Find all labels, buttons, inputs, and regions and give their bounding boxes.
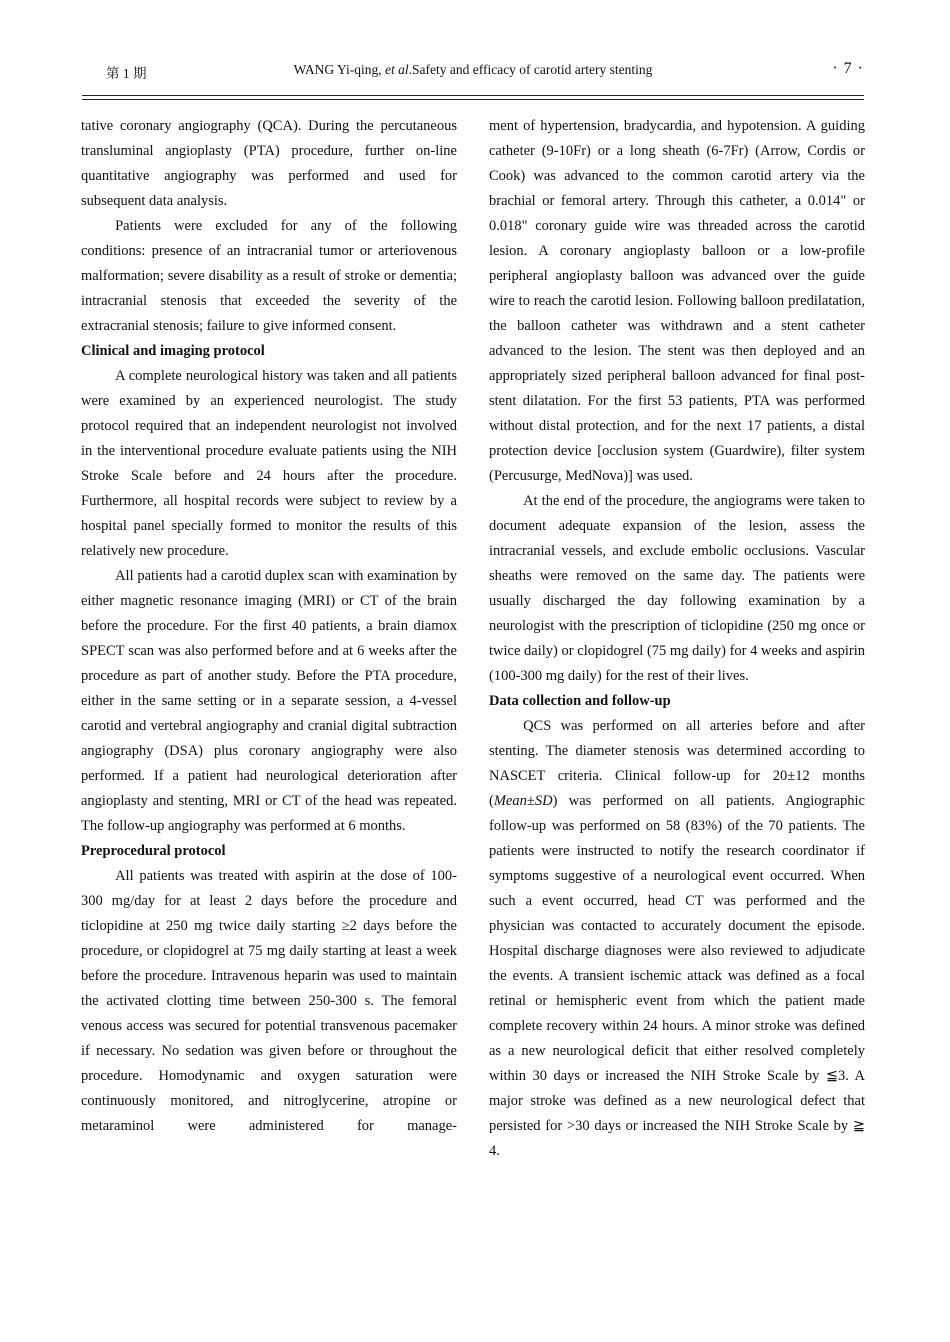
- running-title-etal: et al: [384, 62, 409, 77]
- paragraph: Patients were excluded for any of the following conditions: presence of an intracranial tumor or arteriovenous malformation; severe disability as a result of stroke or dementia; intracranial stenosis that exceeded the severity of the extracranial stenosis; failure to give informed consent.: [81, 218, 457, 334]
- section-heading: Data collection and follow-up: [489, 693, 671, 709]
- header-rule-thick: [82, 95, 864, 96]
- page-number: · 7 ·: [832, 60, 864, 77]
- paragraph: tative coronary angiography (QCA). During the percutaneous transluminal angioplasty (PTA) procedure, further on-line quantitative angiography was performed and used for subsequent data analysis.: [81, 118, 457, 209]
- paragraph-text: QCS was performed on all arteries before and after stenting. The diameter stenosis was determined according to NASCET criteria. Clinical follow-up for 20±12 months (: [489, 718, 865, 809]
- right-column: [489, 114, 865, 1164]
- section-heading: Preprocedural protocol: [81, 843, 226, 859]
- running-title-authors: WANG Yi-qing,: [293, 62, 385, 77]
- running-header: [82, 60, 864, 84]
- issue-label: 第 1 期: [106, 66, 147, 81]
- paragraph: A complete neurological history was taken and all patients were examined by an experienced neurologist. The study protocol required that an independent neurologist not involved in the interventional procedure evaluate patients using the NIH Stroke Scale before and 24 hours after the procedure. Furthermore, all hospital records were subject to review by a hospital panel specially formed to monitor the results of this relatively new procedure.: [81, 368, 457, 559]
- mean-symbol: Mean: [493, 793, 527, 809]
- paragraph: At the end of the procedure, the angiograms were taken to document adequate expansion of the lesion, assess the intracranial vessels, and exclude embolic occlusions. Vascular sheaths were removed on the same day. The patients were usually discharged the day following examination by a neurologist with the prescription of ticlopidine (250 mg once or twice daily) or clopidogrel (75 mg daily) for 4 weeks and aspirin (100-300 mg daily) for the rest of their lives.: [489, 493, 865, 684]
- plus-minus-symbol: ±: [526, 793, 535, 809]
- running-title-text: .Safety and efficacy of carotid artery stenting: [408, 62, 653, 77]
- paragraph: All patients had a carotid duplex scan with examination by either magnetic resonance imaging (MRI) or CT of the brain before the procedure. For the first 40 patients, a brain diamox SPECT scan was also performed before and at 6 weeks after the procedure as part of another study. Before the PTA procedure, either in the same setting or in a separate session, a 4-vessel carotid and vertebral angiography and cranial digital subtraction angiography (DSA) plus coronary angiography were also performed. If a patient had neurological deterioration after angioplasty and stenting, MRI or CT of the head was repeated. The follow-up angiography was performed at 6 months.: [81, 568, 457, 834]
- left-column: [81, 114, 457, 1139]
- paragraph: ment of hypertension, bradycardia, and hypotension. A guiding catheter (9-10Fr) or a long sheath (6-7Fr) (Arrow, Cordis or Cook) was advanced to the common carotid artery via the brachial or femoral artery. Through this catheter, a 0.014" or 0.018" coronary guide wire was threaded across the carotid lesion. A coronary angioplasty balloon or a low-profile peripheral angioplasty balloon was advanced over the guide wire to reach the carotid lesion. Following balloon predilatation, the balloon catheter was withdrawn and a stent catheter advanced to the lesion. The stent was then deployed and an appropriately sized peripheral balloon advanced for final post-stent dilatation. For the first 53 patients, PTA was performed without distal protection, and for the next 17 patients, a distal protection device [occlusion system (Guardwire), filter system (Percusurge, MedNova)] was used.: [489, 118, 865, 484]
- header-rule-thin: [82, 99, 864, 100]
- section-heading: Clinical and imaging protocol: [81, 343, 265, 359]
- running-title: [82, 62, 864, 78]
- sd-symbol: SD: [534, 793, 553, 809]
- paragraph: [489, 714, 865, 1164]
- paragraph-text: ) was performed on all patients. Angiographic follow-up was performed on 58 (83%) of the 70 patients. The patients were instructed to notify the research coordinator if symptoms suggestive of a neurological event occurred. When such a event occurred, head CT was performed and the physician was contacted to accurately document the episode. Hospital discharge diagnoses were also reviewed to adjudicate the events. A transient ischemic attack was defined as a focal retinal or hemispheric event from which the patient made complete recovery within 24 hours. A minor stroke was defined as a new neurological deficit that either resolved completely within 30 days or increased the NIH Stroke Scale by ≦3. A major stroke was defined as a new neurological defect that persisted for >30 days or increased the NIH Stroke Scale by ≧ 4.: [489, 793, 865, 1159]
- paragraph: All patients was treated with aspirin at the dose of 100-300 mg/day for at least 2 days before the procedure and ticlopidine at 250 mg twice daily starting ≥2 days before the procedure, or clopidogrel at 75 mg daily starting at least a week before the procedure. Intravenous heparin was used to maintain the activated clotting time between 250-300 s. The femoral venous access was secured for potential transvenous pacemaker if necessary. No sedation was given before or throughout the procedure. Homodynamic and oxygen saturation were continuously monitored, and nitroglycerine, atropine or metaraminol were administered for manage-: [81, 868, 457, 1134]
